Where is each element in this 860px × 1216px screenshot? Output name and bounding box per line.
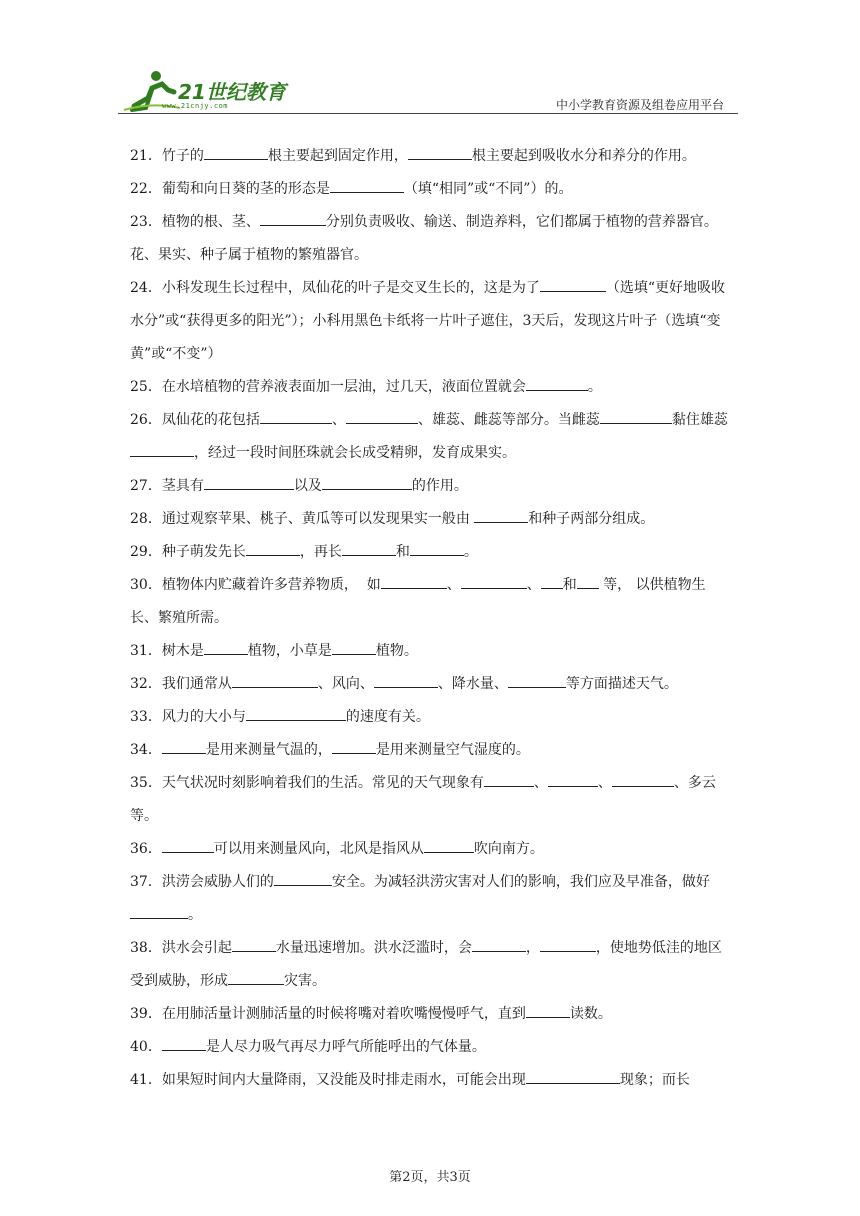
question-text: 31．树木是 xyxy=(130,643,204,659)
question-item xyxy=(130,998,730,1031)
answer-blank[interactable] xyxy=(274,871,332,886)
question-text: 24．小科发现生长过程中，凤仙花的叶子是交叉生长的，这是为了 xyxy=(130,280,540,296)
answer-blank[interactable] xyxy=(526,1069,620,1084)
question-list xyxy=(130,140,730,1097)
question-item xyxy=(130,536,730,569)
question-text: ， xyxy=(525,940,540,956)
question-text: 22．葡萄和向日葵的茎的形态是 xyxy=(130,181,330,197)
question-text: 和 xyxy=(562,577,577,593)
answer-blank[interactable] xyxy=(461,574,527,589)
answer-blank[interactable] xyxy=(130,442,194,457)
answer-blank[interactable] xyxy=(162,838,214,853)
answer-blank[interactable] xyxy=(342,541,396,556)
question-text: 34． xyxy=(130,742,162,758)
question-text: 现象；而长 xyxy=(619,1072,690,1088)
question-text: 40． xyxy=(130,1039,162,1055)
answer-blank[interactable] xyxy=(548,772,598,787)
question-text: 植物。 xyxy=(375,643,418,659)
question-text: 、 xyxy=(597,775,612,791)
answer-blank[interactable] xyxy=(332,640,376,655)
question-text: 是用来测量空气湿度的。 xyxy=(375,742,530,758)
header-divider xyxy=(118,113,738,114)
question-text: 分别负责吸收、输送、制造养料，它们都属于植物的营养器官。花、果实、种子属于植物的繁殖器官。 xyxy=(130,214,718,263)
question-text: （填“相同”或“不同”）的。 xyxy=(403,181,573,197)
question-item xyxy=(130,767,730,833)
question-text: 等， 以供植物生长、繁殖所需。 xyxy=(130,577,706,626)
page-number: 第2页，共3页 xyxy=(389,1170,471,1185)
question-text: 等方面描述天气。 xyxy=(565,676,678,692)
question-text: 26．凤仙花的花包括 xyxy=(130,412,260,428)
site-logo xyxy=(122,68,292,112)
question-item xyxy=(130,173,730,206)
question-text: 以及 xyxy=(293,478,322,494)
question-text: 吹向南方。 xyxy=(473,841,544,857)
question-text: 的速度有关。 xyxy=(345,709,430,725)
question-item xyxy=(130,866,730,932)
answer-blank[interactable] xyxy=(232,937,276,952)
answer-blank[interactable] xyxy=(541,574,563,589)
answer-blank[interactable] xyxy=(540,937,596,952)
platform-name: 中小学教育资源及组卷应用平台 xyxy=(555,98,724,112)
answer-blank[interactable] xyxy=(162,739,206,754)
question-item xyxy=(130,1031,730,1064)
question-text: 。 xyxy=(463,544,478,560)
question-text: 、多云等。 xyxy=(130,775,716,824)
logo-url: www.21cnjy.com xyxy=(162,102,229,110)
question-item xyxy=(130,668,730,701)
question-text: 21．竹子的 xyxy=(130,148,204,164)
answer-blank[interactable] xyxy=(228,970,284,985)
question-text: 、 xyxy=(446,577,461,593)
answer-blank[interactable] xyxy=(612,772,674,787)
answer-blank[interactable] xyxy=(204,475,294,490)
logo-text: 21世纪教育 xyxy=(178,80,286,104)
question-item xyxy=(130,932,730,998)
answer-blank[interactable] xyxy=(232,673,318,688)
answer-blank[interactable] xyxy=(346,409,418,424)
question-text: 。 xyxy=(188,907,202,923)
question-item xyxy=(130,404,730,470)
question-text: 28．通过观察苹果、桃子、黄瓜等可以发现果实一般由 xyxy=(130,511,475,527)
question-text: 水量迅速增加。洪水泛滥时，会 xyxy=(275,940,472,956)
answer-blank[interactable] xyxy=(526,1003,570,1018)
question-text: 38．洪水会引起 xyxy=(130,940,232,956)
question-text: 灾害。 xyxy=(284,973,326,989)
question-text: 32．我们通常从 xyxy=(130,676,232,692)
question-text: 根主要起到固定作用， xyxy=(267,148,408,164)
question-text: 36． xyxy=(130,841,162,857)
answer-blank[interactable] xyxy=(474,508,528,523)
question-item xyxy=(130,635,730,668)
question-text: 35．天气状况时刻影响着我们的生活。常见的天气现象有 xyxy=(130,775,484,791)
answer-blank[interactable] xyxy=(246,541,300,556)
question-text: 是用来测量气温的， xyxy=(205,742,332,758)
answer-blank[interactable] xyxy=(330,178,404,193)
question-text: 和 xyxy=(395,544,410,560)
question-text: ，经过一段时间胚珠就会长成受精卵，发育成果实。 xyxy=(194,445,516,461)
answer-blank[interactable] xyxy=(577,574,599,589)
question-text: 、 xyxy=(331,412,346,428)
answer-blank[interactable] xyxy=(600,409,672,424)
question-text: 的作用。 xyxy=(411,478,468,494)
question-item xyxy=(130,1064,730,1097)
question-text: 是人尽力吸气再尽力呼气所能呼出的气体量。 xyxy=(205,1039,486,1055)
answer-blank[interactable] xyxy=(472,937,526,952)
answer-blank[interactable] xyxy=(204,640,248,655)
question-text: 根主要起到吸收水分和养分的作用。 xyxy=(471,148,696,164)
question-text: 、 xyxy=(533,775,548,791)
question-item xyxy=(130,140,730,173)
question-text: ，使地势低洼的地区受到威胁，形成 xyxy=(130,940,722,989)
question-text: 33．风力的大小与 xyxy=(130,709,246,725)
question-item xyxy=(130,734,730,767)
question-item xyxy=(130,503,730,536)
question-text: 、降水量、 xyxy=(437,676,508,692)
answer-blank[interactable] xyxy=(408,145,472,160)
answer-blank[interactable] xyxy=(410,541,464,556)
question-text: 可以用来测量风向，北风是指风从 xyxy=(213,841,424,857)
question-item xyxy=(130,833,730,866)
answer-blank[interactable] xyxy=(540,277,606,292)
answer-blank[interactable] xyxy=(484,772,534,787)
answer-blank[interactable] xyxy=(526,376,588,391)
question-text: 植物，小草是 xyxy=(247,643,332,659)
question-text: 、 xyxy=(526,577,541,593)
question-item xyxy=(130,272,730,371)
answer-blank[interactable] xyxy=(260,409,332,424)
answer-blank[interactable] xyxy=(260,211,326,226)
answer-blank[interactable] xyxy=(162,1036,206,1051)
question-text: 25．在水培植物的营养液表面加一层油，过几天，液面位置就会 xyxy=(130,379,526,395)
question-text: 39．在用肺活量计测肺活量的时候将嘴对着吹嘴慢慢呼气，直到 xyxy=(130,1006,526,1022)
question-text: 安全。为减轻洪涝灾害对人们的影响，我们应及早准备，做好 xyxy=(331,874,710,890)
answer-blank[interactable] xyxy=(374,673,438,688)
question-text: 29．种子萌发先长 xyxy=(130,544,246,560)
question-text: 23．植物的根、茎、 xyxy=(130,214,260,230)
question-text: 27．茎具有 xyxy=(130,478,204,494)
answer-blank[interactable] xyxy=(246,706,346,721)
answer-blank[interactable] xyxy=(424,838,474,853)
question-item xyxy=(130,569,730,635)
answer-blank[interactable] xyxy=(508,673,566,688)
question-text: （选填“更好地吸收水分”或“获得更多的阳光”）；小科用黑色卡纸将一片叶子遮住，3天后，发现这片叶子（选填“变黄”或“不变”） xyxy=(130,280,725,362)
answer-blank[interactable] xyxy=(381,574,447,589)
question-text: 、雄蕊、雌蕊等部分。当雌蕊 xyxy=(417,412,600,428)
question-text: 。 xyxy=(587,379,602,395)
question-text: 、风向、 xyxy=(317,676,374,692)
question-text: 黏住雄蕊 xyxy=(671,412,728,428)
answer-blank[interactable] xyxy=(204,145,268,160)
question-text: 30．植物体内贮藏着许多营养物质， 如 xyxy=(130,577,381,593)
answer-blank[interactable] xyxy=(322,475,412,490)
question-text: 和种子两部分组成。 xyxy=(528,511,655,527)
question-item xyxy=(130,206,730,272)
question-item xyxy=(130,371,730,404)
question-text: ，再长 xyxy=(299,544,342,560)
question-item xyxy=(130,701,730,734)
question-text: 读数。 xyxy=(569,1006,612,1022)
answer-blank[interactable] xyxy=(130,904,188,919)
question-item xyxy=(130,470,730,503)
answer-blank[interactable] xyxy=(332,739,376,754)
page-header xyxy=(118,68,738,116)
question-text: 41．如果短时间内大量降雨，又没能及时排走雨水，可能会出现 xyxy=(130,1072,526,1088)
question-text: 37．洪涝会威胁人们的 xyxy=(130,874,274,890)
